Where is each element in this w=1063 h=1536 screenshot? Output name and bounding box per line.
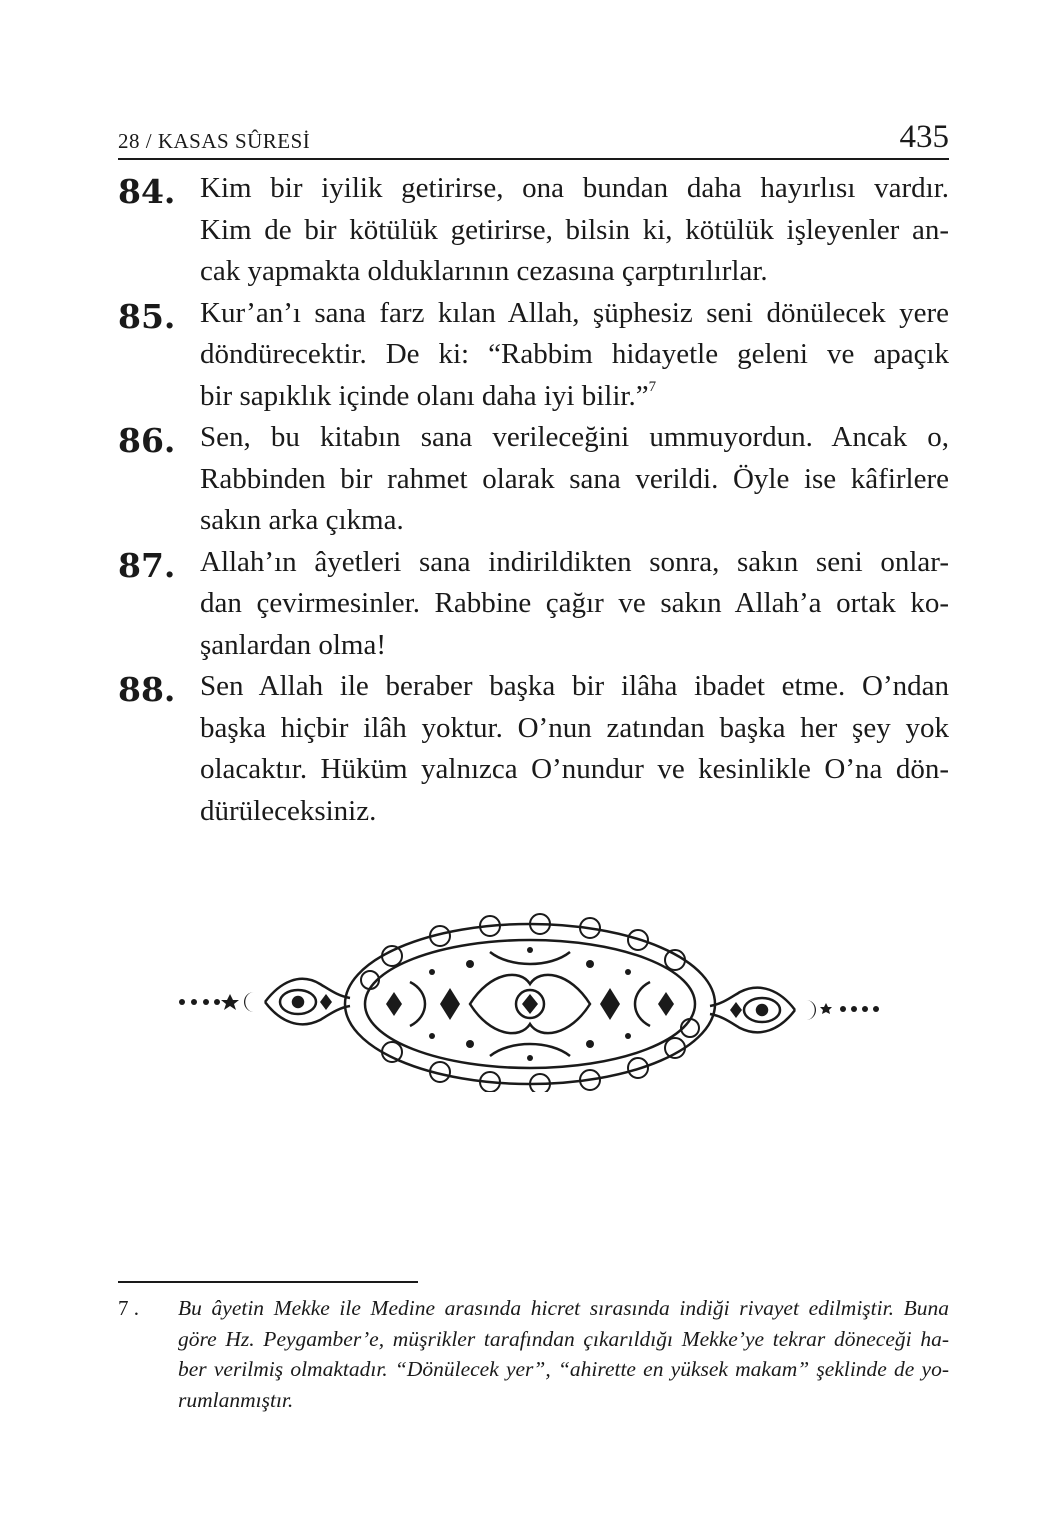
verse-88: [118, 666, 949, 832]
verse-text: [200, 293, 949, 418]
verse-line: Kim bir iyilik getirirse, ona bundan daha hayırlısı vardır.: [200, 172, 949, 204]
verse-line: başka hiçbir ilâh yoktur. O’nun zatından başka her şey yok: [200, 711, 949, 744]
footnote-line: Bu âyetin Mekke ile Medine arasında hicret sırasında indiği rivayet edilmiştir. Buna: [178, 1296, 949, 1320]
footnote-line: rumlanmıştır.: [178, 1387, 294, 1412]
verse-number: 88.: [118, 670, 176, 709]
verse-86: [118, 417, 949, 542]
verse-85: [118, 293, 949, 418]
verse-line: döndürecektir. De ki: “Rabbim hidayetle geleni ve apaçık: [200, 338, 949, 370]
verse-line: olacaktır. Hüküm yalnızca O’nundur ve kesinlikle O’na dön-: [200, 753, 949, 785]
verse-line: şanlardan olma!: [200, 628, 387, 661]
verse-line: Sen Allah ile beraber başka bir ilâha ibadet etme. O’ndan: [200, 670, 949, 702]
page-header: [118, 112, 949, 160]
page-number: 435: [899, 119, 949, 155]
verse-number: 86.: [118, 421, 176, 460]
verse-line: Kim de bir kötülük getirirse, bilsin ki, kötülük işleyenler an-: [200, 213, 949, 246]
verse-line: Sen, bu kitabın sana verileceğini ummuyordun. Ancak o,: [200, 421, 949, 453]
verse-number: 85.: [118, 296, 176, 336]
footnote-line: göre Hz. Peygamber’e, müşrikler tarafından çıkarıldığı Mekke’ye tekrar döneceği ha-: [178, 1326, 949, 1351]
verse-line: sakın arka çıkma.: [200, 504, 404, 536]
verse-line: bir sapıklık içinde olanı daha iyi bilir.”: [200, 379, 649, 412]
verse-line: Kur’an’ı sana farz kılan Allah, şüphesiz seni dönülecek yere: [200, 296, 949, 329]
verse-84: [118, 168, 949, 293]
verse-87: [118, 542, 949, 667]
floral-ornament-divider-icon: [170, 912, 890, 1092]
verse-number: 84.: [118, 172, 176, 211]
verse-line: dan çevirmesinler. Rabbine çağır ve sakın Allah’a ortak ko-: [200, 587, 949, 619]
footnote-text: [178, 1293, 949, 1415]
footnote: [118, 1293, 949, 1415]
footnote-separator: [118, 1281, 418, 1283]
verse-list: [118, 168, 949, 832]
footnote-marker: 7 .: [118, 1296, 139, 1320]
running-head: 28 / KASAS SÛRESİ: [118, 129, 311, 153]
footnote-reference[interactable]: 7: [648, 378, 657, 395]
footnote-line: ber verilmiş olmaktadır. “Dönülecek yer”, “ahirette en yüksek makam” şeklinde de yo-: [178, 1357, 949, 1381]
verse-text: [200, 168, 949, 293]
verse-line: cak yapmakta olduklarının cezasına çarptırılırlar.: [200, 255, 768, 287]
verse-line: Allah’ın âyetleri sana indirildikten sonra, sakın seni onlar-: [200, 545, 949, 578]
verse-text: [200, 666, 949, 832]
verse-number: 87.: [118, 545, 176, 585]
verse-line-with-ref: [200, 376, 949, 418]
verse-text: [200, 417, 949, 542]
verse-line: Rabbinden bir rahmet olarak sana verildi. Öyle ise kâfirlere: [200, 462, 949, 495]
verse-text: [200, 542, 949, 667]
verse-line: dürüleceksiniz.: [200, 794, 377, 827]
